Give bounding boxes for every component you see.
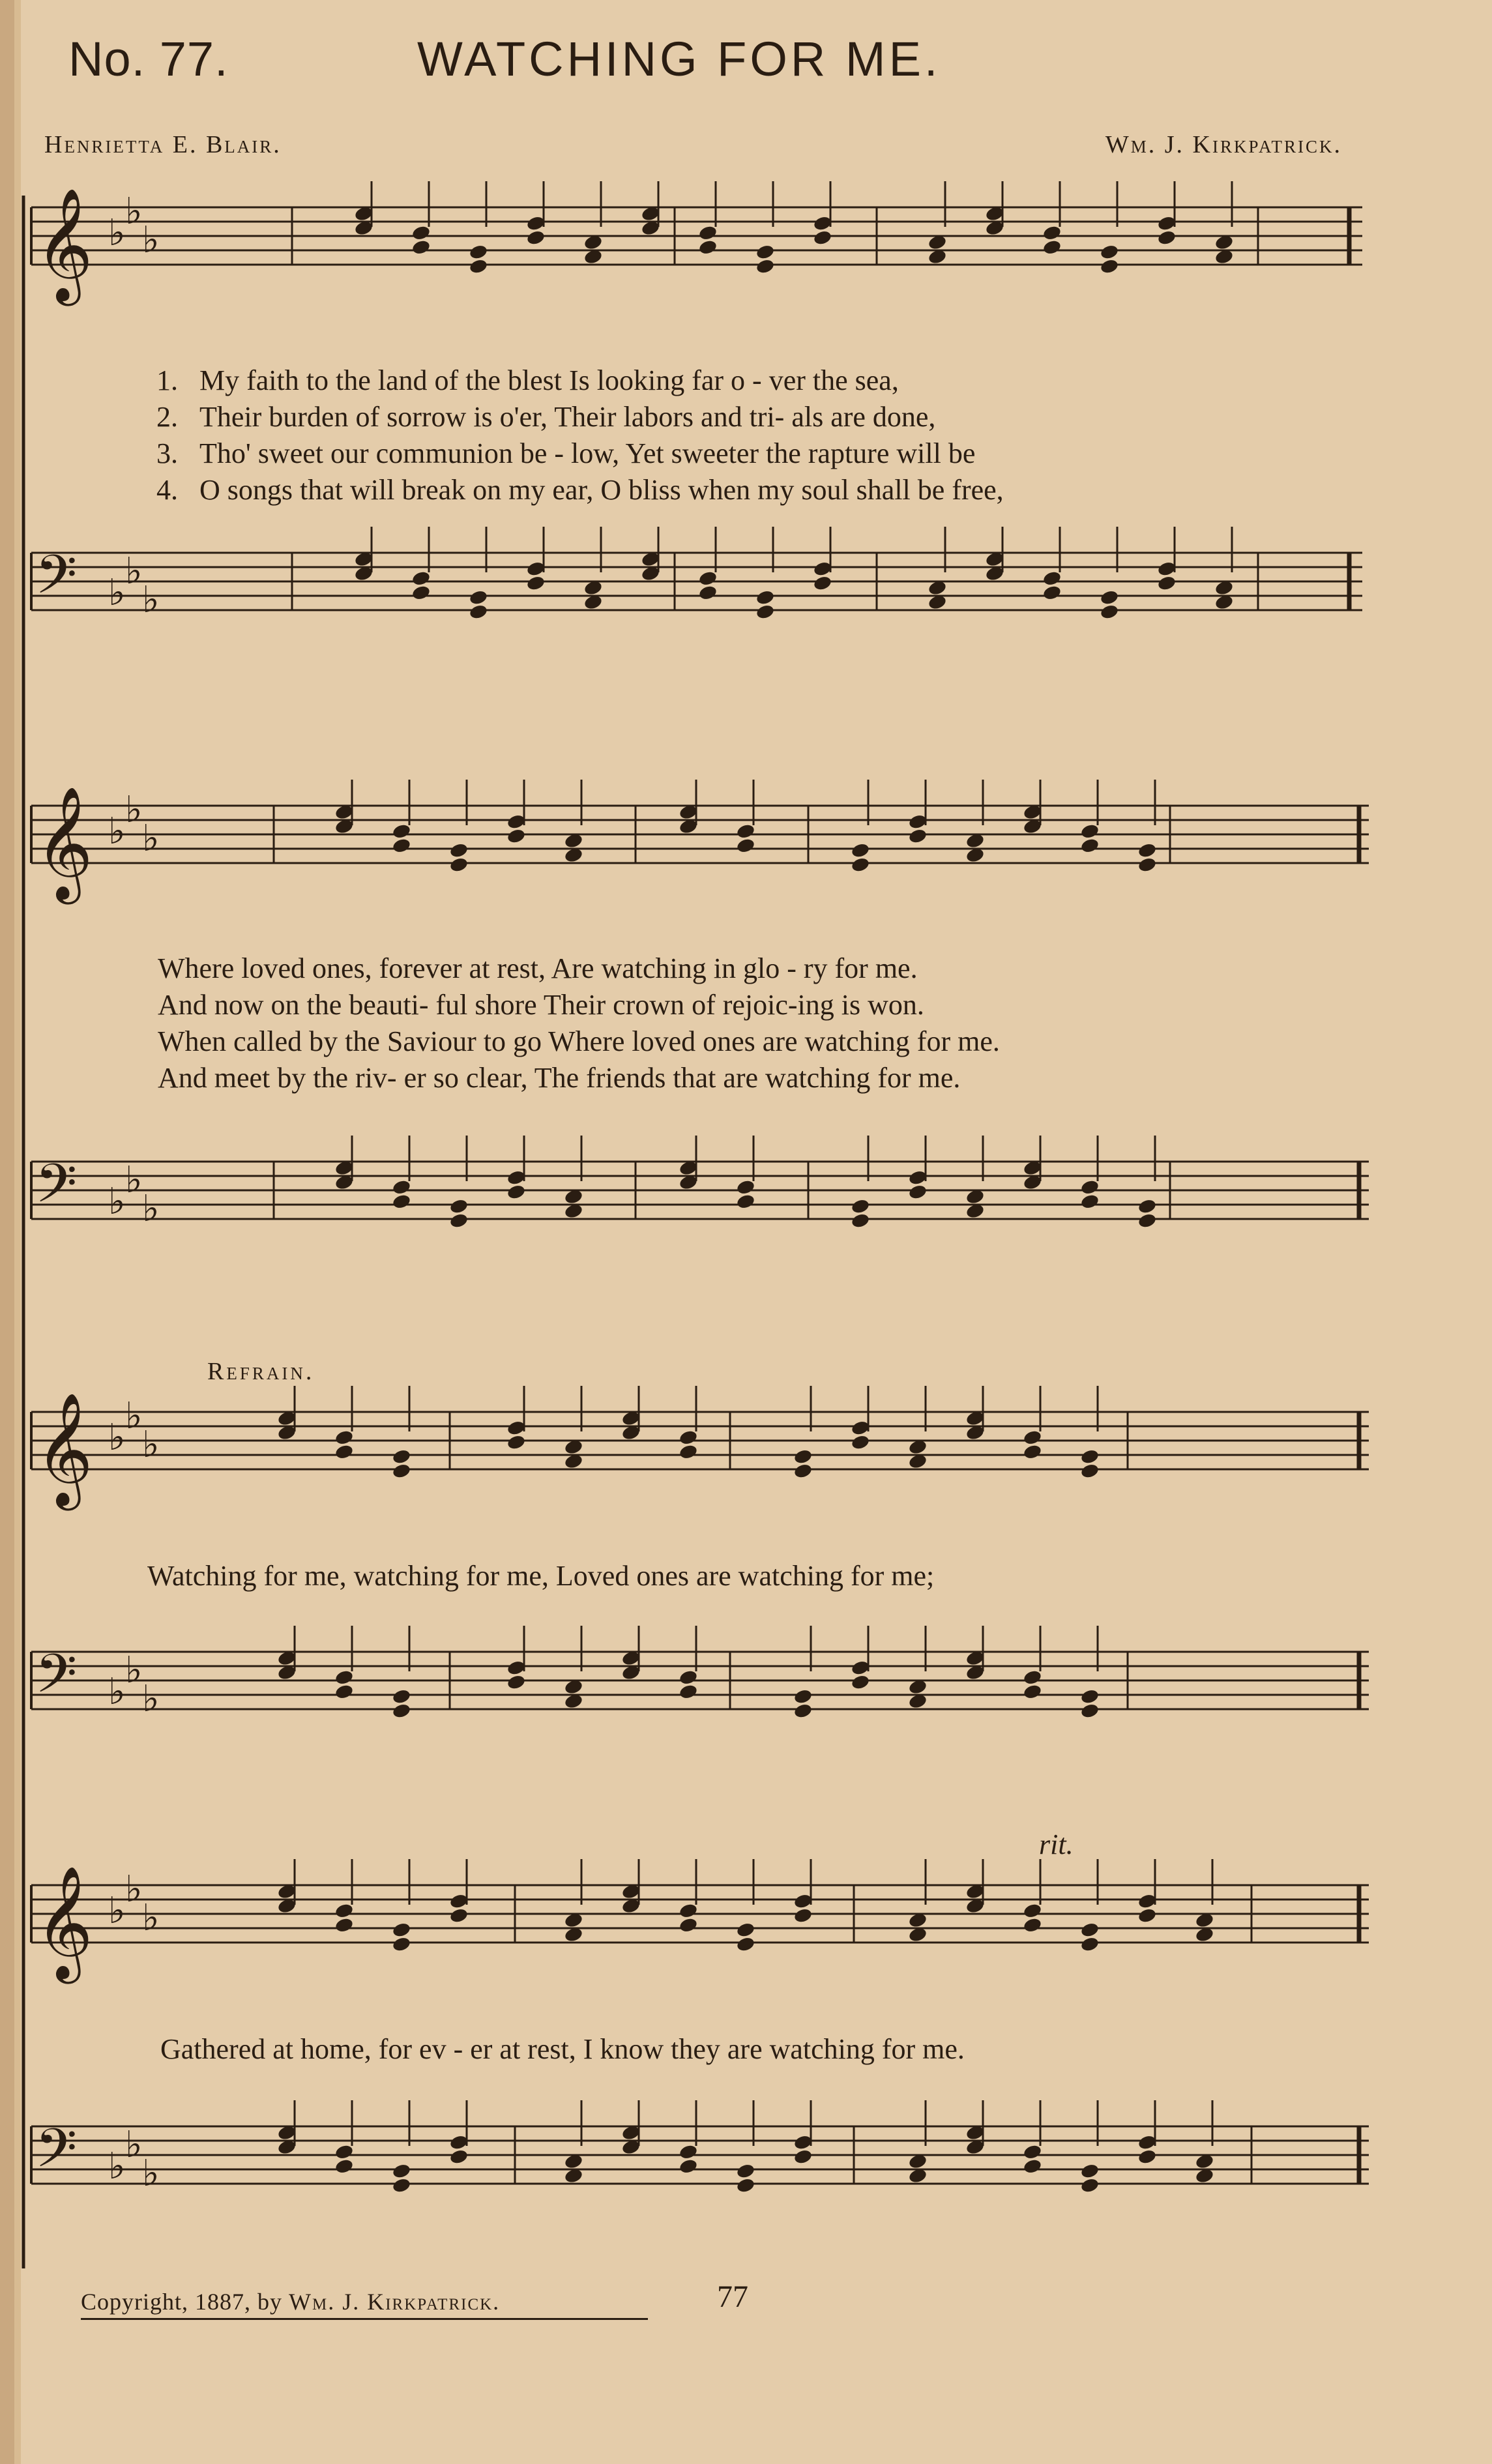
verse-number: 3.	[156, 437, 178, 469]
svg-text:♭: ♭	[125, 789, 143, 831]
verse-text: When called by the Saviour to go Where loved ones are watching for me.	[158, 1025, 1000, 1057]
svg-text:♭: ♭	[142, 579, 160, 621]
svg-text:♭: ♭	[125, 190, 143, 233]
verse-text: O songs that will break on my ear, O bliss when my soul shall be free,	[199, 474, 1004, 506]
page-number: 77	[717, 2280, 748, 2314]
svg-text:♭: ♭	[125, 2124, 143, 2166]
tempo-marking: rit.	[1039, 1828, 1074, 1860]
svg-text:♭: ♭	[108, 1671, 126, 1713]
svg-text:𝄢: 𝄢	[35, 2117, 78, 2193]
refrain-label: Refrain.	[207, 1358, 315, 1385]
footer-rule	[81, 2318, 648, 2320]
svg-text:𝄞: 𝄞	[35, 1392, 93, 1506]
svg-text:♭: ♭	[125, 1868, 143, 1911]
svg-text:♭: ♭	[108, 1890, 126, 1932]
svg-text:♭: ♭	[142, 219, 160, 261]
verse-text: Where loved ones, forever at rest, Are watching in glo - ry for me.	[158, 952, 918, 984]
svg-text:♭: ♭	[125, 1649, 143, 1692]
hymn-title: WATCHING FOR ME.	[417, 32, 941, 86]
verse-text: Tho' sweet our communion be - low, Yet sweeter the rapture will be	[199, 437, 976, 469]
lyricist-credit: Henrietta E. Blair.	[44, 131, 282, 158]
svg-text:♭: ♭	[108, 2145, 126, 2188]
svg-text:♭: ♭	[142, 1897, 160, 1939]
svg-text:♭: ♭	[125, 550, 143, 593]
refrain-text: Watching for me, watching for me, Loved ones are watching for me;	[147, 1560, 935, 1592]
svg-text:♭: ♭	[108, 1181, 126, 1223]
svg-text:♭: ♭	[108, 810, 126, 853]
svg-text:♭: ♭	[108, 212, 126, 254]
verse-number: 4.	[156, 474, 178, 506]
verse-text: Their burden of sorrow is o'er, Their labors and tri- als are done,	[199, 401, 936, 433]
verse-text: And now on the beauti- ful shore Their crown of rejoic-ing is won.	[158, 989, 924, 1021]
svg-text:𝄢: 𝄢	[35, 543, 78, 619]
svg-text:♭: ♭	[142, 1678, 160, 1720]
composer-credit: Wm. J. Kirkpatrick.	[1105, 131, 1342, 158]
svg-text:♭: ♭	[108, 572, 126, 614]
svg-text:𝄞: 𝄞	[35, 786, 93, 900]
verse-number: 2.	[156, 401, 178, 433]
svg-text:𝄢: 𝄢	[35, 1152, 78, 1228]
hymn-number: No. 77.	[68, 32, 229, 86]
svg-text:𝄢: 𝄢	[35, 1642, 78, 1718]
copyright-prefix: Copyright, 1887, by	[81, 2289, 283, 2315]
copyright-notice	[81, 2288, 500, 2315]
svg-text:♭: ♭	[142, 1188, 160, 1230]
svg-text:♭: ♭	[142, 2152, 160, 2195]
verse-number: 1.	[156, 364, 178, 396]
svg-text:♭: ♭	[125, 1395, 143, 1437]
svg-text:♭: ♭	[142, 1424, 160, 1466]
verse-text: And meet by the riv- er so clear, The friends that are watching for me.	[158, 1062, 961, 1094]
svg-text:♭: ♭	[142, 817, 160, 860]
svg-text:♭: ♭	[108, 1416, 126, 1459]
svg-text:𝄞: 𝄞	[35, 1866, 93, 1979]
svg-text:𝄞: 𝄞	[35, 188, 93, 301]
svg-text:♭: ♭	[125, 1159, 143, 1201]
copyright-owner: Wm. J. Kirkpatrick.	[289, 2289, 501, 2315]
verse-text: My faith to the land of the blest Is looking far o - ver the sea,	[199, 364, 899, 396]
refrain-text: Gathered at home, for ev - er at rest, I know they are watching for me.	[160, 2033, 965, 2065]
